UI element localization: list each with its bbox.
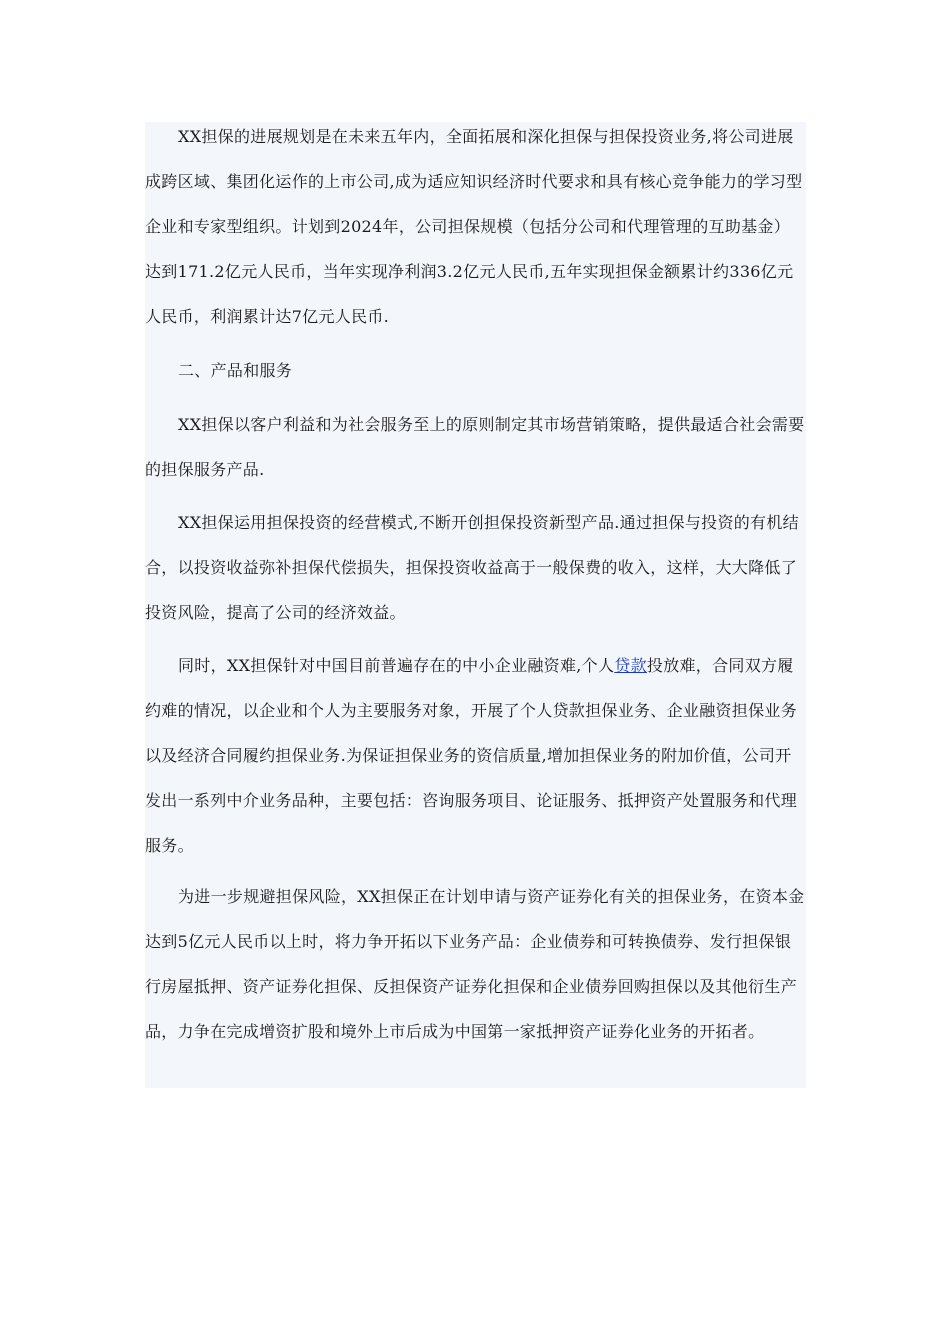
document-body (145, 122, 806, 1088)
section-heading-products-services: 二、产品和服务 (178, 361, 293, 380)
paragraph-development-plan: XX担保的进展规划是在未来五年内，全面拓展和深化担保与担保投资业务,将公司进展成跨区域、集团化运作的上市公司,成为适应知识经济时代要求和具有核心竞争能力的学习型企业和专家型组织。计划到2024年，公司担保规模（包括分公司和代理管理的互助基金）达到171.2亿元人民币，当年实现净利润3.2亿元人民币,五年实现担保金额累计约336亿元人民币，利润累计达7亿元人民币. (145, 127, 803, 326)
paragraph-securitization-plan: 为进一步规避担保风险，XX担保正在计划申请与资产证券化有关的担保业务，在资本金达到5亿元人民币以上时，将力争开拓以下业务产品：企业债券和可转换债券、发行担保银行房屋抵押、资产证券化担保、反担保资产证券化担保和企业债券回购担保以及其他衍生产品，力争在完成增资扩股和境外上市后成为中国第一家抵押资产证券化业务的开拓者。 (145, 887, 805, 1041)
loan-link[interactable]: 贷款 (614, 656, 647, 675)
paragraph-business-model: XX担保运用担保投资的经营模式,不断开创担保投资新型产品.通过担保与投资的有机结合，以投资收益弥补担保代偿损失，担保投资收益高于一般保费的收入，这样，大大降低了投资风险，提高了公司的经济效益。 (145, 513, 799, 622)
paragraph-text-before-link: 同时，XX担保针对中国目前普遍存在的中小企业融资难,个人 (178, 656, 615, 675)
paragraph-marketing-strategy: XX担保以客户利益和为社会服务至上的原则制定其市场营销策略，提供最适合社会需要的担保服务产品. (145, 415, 805, 479)
paragraph-service-targets (145, 643, 806, 868)
paragraph-text-after-link: 投放难，合同双方履约难的情况，以企业和个人为主要服务对象，开展了个人贷款担保业务、企业融资担保业务以及经济合同履约担保业务.为保证担保业务的资信质量,增加担保业务的附加价值，公司开发出一系列中介业务品种，主要包括：咨询服务项目、论证服务、抵押资产处置服务和代理服务。 (145, 656, 798, 855)
